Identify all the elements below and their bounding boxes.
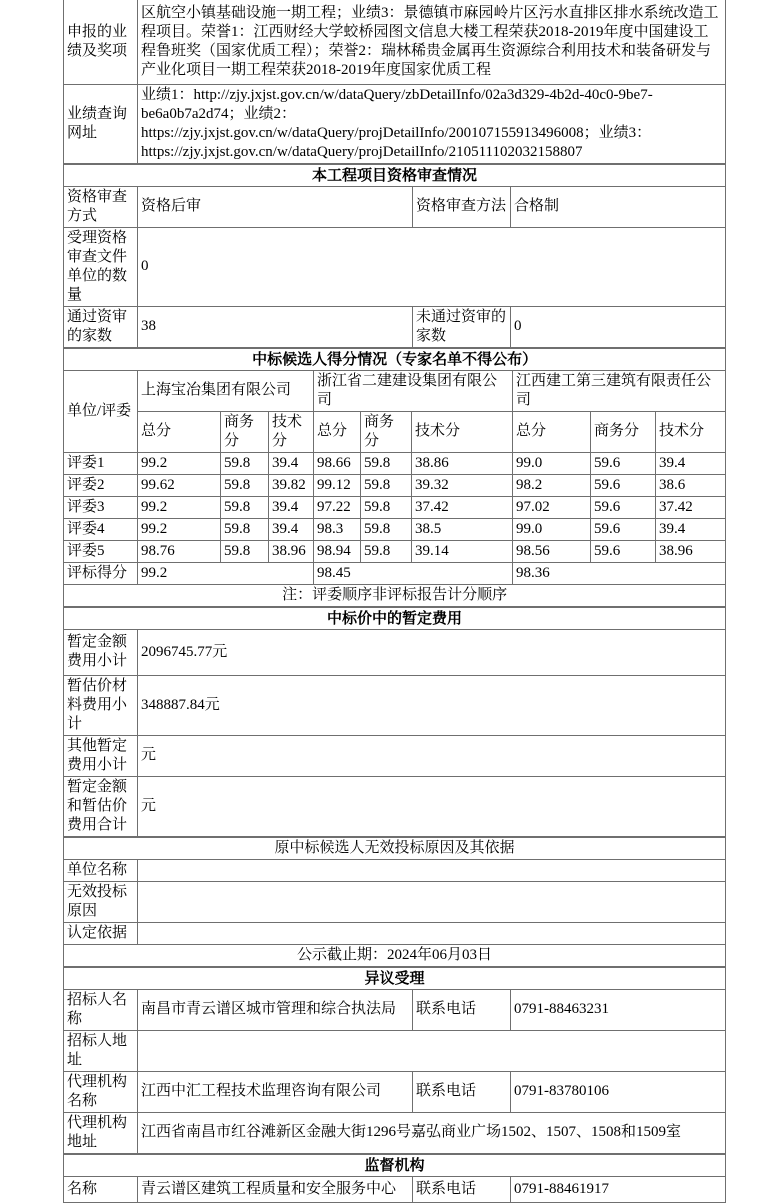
judge-label: 评委3 xyxy=(64,496,138,518)
fee-value: 元 xyxy=(138,735,726,776)
tenderer-address-label: 招标人地址 xyxy=(64,1030,138,1071)
table-row xyxy=(64,496,726,518)
final-score-company-1: 99.2 xyxy=(138,562,314,584)
score-cell: 98.56 xyxy=(513,540,591,562)
table-row xyxy=(64,967,726,989)
table-row xyxy=(64,989,726,1030)
score-cell: 38.96 xyxy=(656,540,726,562)
score-cell: 37.42 xyxy=(656,496,726,518)
objection-section-title: 异议受理 xyxy=(64,967,726,989)
company-name-1: 上海宝冶集团有限公司 xyxy=(138,370,314,411)
score-cell: 59.8 xyxy=(221,518,269,540)
score-cell: 98.76 xyxy=(138,540,221,562)
score-cell: 99.2 xyxy=(138,496,221,518)
score-section-title: 中标候选人得分情况（专家名单不得公布） xyxy=(64,348,726,370)
table-row xyxy=(64,837,726,859)
failed-count-value: 0 xyxy=(511,306,726,347)
score-cell: 98.66 xyxy=(314,452,361,474)
table-row xyxy=(64,452,726,474)
company-name-2: 浙江省二建建设集团有限公司 xyxy=(314,370,513,411)
agency-name-value: 江西中汇工程技术监理咨询有限公司 xyxy=(138,1071,413,1112)
table-row xyxy=(64,474,726,496)
qualification-approach-label: 资格审查方法 xyxy=(413,186,511,227)
table-row xyxy=(64,776,726,836)
score-cell: 39.14 xyxy=(412,540,513,562)
table-row xyxy=(64,1154,726,1176)
score-cell: 38.96 xyxy=(269,540,314,562)
judge-label: 评委4 xyxy=(64,518,138,540)
score-table xyxy=(63,348,726,607)
invalid-bid-section-title: 原中标候选人无效投标原因及其依据 xyxy=(64,837,726,859)
table-row xyxy=(64,607,726,629)
judge-label: 评委2 xyxy=(64,474,138,496)
score-cell: 99.2 xyxy=(138,452,221,474)
qualification-method-value: 资格后审 xyxy=(138,186,413,227)
score-cell: 59.8 xyxy=(361,474,412,496)
score-cell: 99.0 xyxy=(513,452,591,474)
supervision-section-title: 监督机构 xyxy=(64,1154,726,1176)
qualification-approach-value: 合格制 xyxy=(511,186,726,227)
score-cell: 59.8 xyxy=(361,452,412,474)
subheader-total-1: 总分 xyxy=(138,411,221,452)
score-cell: 98.94 xyxy=(314,540,361,562)
tenderer-name-label: 招标人名称 xyxy=(64,989,138,1030)
performance-urls-label: 业绩查询网址 xyxy=(64,84,138,163)
table-row xyxy=(64,859,726,881)
score-cell: 59.8 xyxy=(361,496,412,518)
subheader-commercial-3: 商务分 xyxy=(591,411,656,452)
score-cell: 98.3 xyxy=(314,518,361,540)
table-row xyxy=(64,1030,726,1071)
score-cell: 97.02 xyxy=(513,496,591,518)
score-cell: 59.8 xyxy=(361,540,412,562)
score-cell: 59.8 xyxy=(221,496,269,518)
table-row xyxy=(64,944,726,966)
subheader-technical-1: 技术分 xyxy=(269,411,314,452)
qualification-section-title: 本工程项目资格审查情况 xyxy=(64,164,726,186)
fee-value: 348887.84元 xyxy=(138,675,726,735)
table-row xyxy=(64,227,726,306)
table-row xyxy=(64,540,726,562)
table-row xyxy=(64,881,726,922)
passed-count-value: 38 xyxy=(138,306,413,347)
invalid-bid-value xyxy=(138,922,726,944)
agency-address-label: 代理机构地址 xyxy=(64,1112,138,1153)
score-cell: 39.4 xyxy=(269,518,314,540)
score-cell: 59.8 xyxy=(221,540,269,562)
score-cell: 59.8 xyxy=(221,452,269,474)
table-row xyxy=(64,306,726,347)
score-cell: 37.42 xyxy=(412,496,513,518)
score-cell: 38.6 xyxy=(656,474,726,496)
supervision-name-value: 青云谱区建筑工程质量和安全服务中心 xyxy=(138,1176,413,1202)
subheader-commercial-1: 商务分 xyxy=(221,411,269,452)
tenderer-phone-label: 联系电话 xyxy=(413,989,511,1030)
score-cell: 38.86 xyxy=(412,452,513,474)
invalid-bid-label: 无效投标原因 xyxy=(64,881,138,922)
score-cell: 39.4 xyxy=(656,518,726,540)
invalid-bid-value xyxy=(138,859,726,881)
table-row xyxy=(64,0,726,84)
score-cell: 97.22 xyxy=(314,496,361,518)
table-row xyxy=(64,1071,726,1112)
failed-count-label: 未通过资审的家数 xyxy=(413,306,511,347)
publicity-deadline: 公示截止期：2024年06月03日 xyxy=(64,944,726,966)
invalid-bid-label: 单位名称 xyxy=(64,859,138,881)
score-row-header: 单位/评委 xyxy=(64,370,138,452)
invalid-bid-label: 认定依据 xyxy=(64,922,138,944)
final-score-label: 评标得分 xyxy=(64,562,138,584)
accepted-docs-value: 0 xyxy=(138,227,726,306)
table-row xyxy=(64,1112,726,1153)
table-row xyxy=(64,164,726,186)
fee-label: 暂估价材料费用小计 xyxy=(64,675,138,735)
tenderer-phone-value: 0791-88463231 xyxy=(511,989,726,1030)
bid-announcement-document xyxy=(63,0,727,1203)
invalid-bid-table xyxy=(63,837,726,967)
fee-value: 2096745.77元 xyxy=(138,629,726,675)
subheader-technical-2: 技术分 xyxy=(412,411,513,452)
agency-phone-value: 0791-83780106 xyxy=(511,1071,726,1112)
score-cell: 39.4 xyxy=(269,496,314,518)
tenderer-address-value xyxy=(138,1030,726,1071)
supervision-phone-value: 0791-88461917 xyxy=(511,1176,726,1202)
table-row xyxy=(64,562,726,584)
final-score-company-3: 98.36 xyxy=(513,562,726,584)
table-row xyxy=(64,922,726,944)
fees-section-title: 中标价中的暂定费用 xyxy=(64,607,726,629)
table-row xyxy=(64,518,726,540)
company-name-3: 江西建工第三建筑有限责任公司 xyxy=(513,370,726,411)
supervision-table xyxy=(63,1154,726,1203)
qualification-table xyxy=(63,164,726,348)
score-note: 注：评委顺序非评标报告计分顺序 xyxy=(64,584,726,606)
judge-label: 评委5 xyxy=(64,540,138,562)
score-cell: 38.5 xyxy=(412,518,513,540)
fee-label: 暂定金额和暂估价费用合计 xyxy=(64,776,138,836)
table-row xyxy=(64,370,726,411)
supervision-name-label: 名称 xyxy=(64,1176,138,1202)
tenderer-name-value: 南昌市青云谱区城市管理和综合执法局 xyxy=(138,989,413,1030)
table-row xyxy=(64,675,726,735)
supervision-phone-label: 联系电话 xyxy=(413,1176,511,1202)
table-row xyxy=(64,584,726,606)
table-row xyxy=(64,735,726,776)
table-row xyxy=(64,629,726,675)
score-cell: 99.62 xyxy=(138,474,221,496)
score-cell: 59.8 xyxy=(361,518,412,540)
agency-address-value: 江西省南昌市红谷滩新区金融大街1296号嘉弘商业广场1502、1507、1508和1509室 xyxy=(138,1112,726,1153)
table-row xyxy=(64,411,726,452)
score-cell: 59.6 xyxy=(591,540,656,562)
table-row xyxy=(64,1176,726,1202)
score-cell: 99.12 xyxy=(314,474,361,496)
table-row xyxy=(64,348,726,370)
accepted-docs-label: 受理资格审查文件单位的数量 xyxy=(64,227,138,306)
objection-table xyxy=(63,967,726,1154)
fee-label: 暂定金额费用小计 xyxy=(64,629,138,675)
invalid-bid-value xyxy=(138,881,726,922)
agency-phone-label: 联系电话 xyxy=(413,1071,511,1112)
score-cell: 59.6 xyxy=(591,474,656,496)
table-row xyxy=(64,84,726,163)
fee-label: 其他暂定费用小计 xyxy=(64,735,138,776)
performance-awards-value: 区航空小镇基础设施一期工程；业绩3：景德镇市麻园岭片区污水直排区排水系统改造工程项目。荣誉1：江西财经大学蛟桥园图文信息大楼工程荣获2018-2019年度中国建设工程鲁班奖（国家优质工程）；荣誉2：瑞林稀贵金属再生资源综合利用技术和装备研发与产业化项目一期工程荣获2018-2019年度国家优质工程 xyxy=(138,0,726,84)
score-cell: 98.2 xyxy=(513,474,591,496)
score-cell: 59.8 xyxy=(221,474,269,496)
score-cell: 59.6 xyxy=(591,518,656,540)
performance-table xyxy=(63,0,726,164)
qualification-method-label: 资格审查方式 xyxy=(64,186,138,227)
score-cell: 59.6 xyxy=(591,496,656,518)
performance-awards-label: 申报的业绩及奖项 xyxy=(64,0,138,84)
score-cell: 59.6 xyxy=(591,452,656,474)
table-row xyxy=(64,186,726,227)
passed-count-label: 通过资审的家数 xyxy=(64,306,138,347)
score-cell: 39.32 xyxy=(412,474,513,496)
fee-value: 元 xyxy=(138,776,726,836)
fees-table xyxy=(63,607,726,837)
score-cell: 39.4 xyxy=(656,452,726,474)
judge-label: 评委1 xyxy=(64,452,138,474)
subheader-commercial-2: 商务分 xyxy=(361,411,412,452)
score-cell: 99.0 xyxy=(513,518,591,540)
score-cell: 39.4 xyxy=(269,452,314,474)
subheader-total-2: 总分 xyxy=(314,411,361,452)
score-cell: 99.2 xyxy=(138,518,221,540)
subheader-technical-3: 技术分 xyxy=(656,411,726,452)
agency-name-label: 代理机构名称 xyxy=(64,1071,138,1112)
score-cell: 39.82 xyxy=(269,474,314,496)
performance-urls-value: 业绩1：http://zjy.jxjst.gov.cn/w/dataQuery/zbDetailInfo/02a3d329-4b2d-40c0-9be7-be6a0b7a2d74；业绩2： https://zjy.jxjst.gov.cn/w/dataQuery/projDetailInfo/200107155913496008；业绩3： https://zjy.jxjst.gov.cn/w/dataQuery/projDetailInfo/210511102032158807 xyxy=(138,84,726,163)
subheader-total-3: 总分 xyxy=(513,411,591,452)
final-score-company-2: 98.45 xyxy=(314,562,513,584)
